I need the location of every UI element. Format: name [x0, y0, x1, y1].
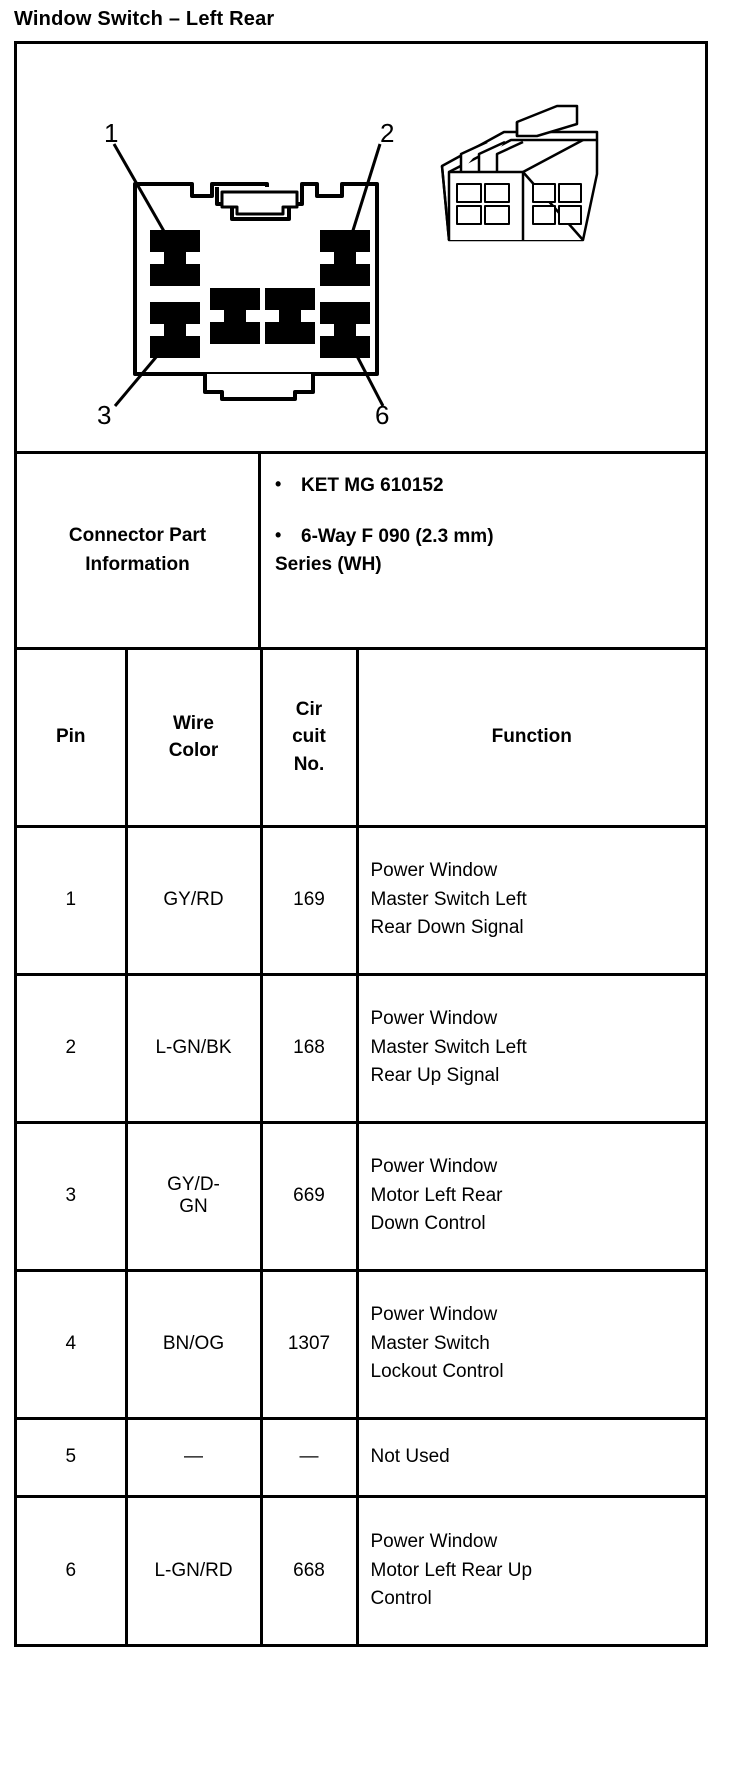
cell-circuit-no: 1307 [261, 1270, 357, 1418]
cell-function [357, 1270, 705, 1418]
header-wire-color [126, 650, 261, 826]
connector-bullet-2 [275, 523, 691, 580]
cell-function [357, 826, 705, 974]
wire-color-line: GN [179, 1196, 208, 1217]
info-label-line1: Connector Part [68, 525, 207, 546]
header-wire-color-line2: Color [168, 740, 219, 762]
page-title: Window Switch – Left Rear [14, 8, 275, 30]
function-line: Power Window [370, 1008, 498, 1030]
cell-wire-color [126, 1496, 261, 1644]
function-line: Control [370, 1588, 432, 1609]
cell-function [357, 1418, 705, 1496]
cell-pin: 1 [17, 826, 126, 974]
function-line: Lockout Control [370, 1361, 504, 1383]
cell-pin: 3 [17, 1122, 126, 1270]
bullet-marker-icon: • [275, 524, 282, 545]
cell-circuit-no: 168 [261, 974, 357, 1122]
cell-wire-color [126, 1122, 261, 1270]
cell-wire-color [126, 974, 261, 1122]
function-line: Master Switch Left [370, 1036, 527, 1058]
callout-6: 6 [375, 400, 390, 430]
function-line: Down Control [370, 1213, 486, 1235]
header-wire-color-line1: Wire [172, 712, 214, 734]
function-line: Power Window [370, 860, 498, 882]
cell-wire-color [126, 826, 261, 974]
connector-face-drawing [114, 144, 383, 406]
header-pin: Pin [17, 650, 126, 826]
cell-pin: 4 [17, 1270, 126, 1418]
header-circuit-no [261, 650, 357, 826]
cell-circuit-no: 169 [261, 826, 357, 974]
wire-color-line: GY/D- [167, 1174, 220, 1195]
callout-1: 1 [104, 118, 119, 148]
wire-color-line: BN/OG [162, 1333, 225, 1354]
connector-bullet-1 [275, 472, 691, 501]
connector-type-line1: 6-Way F 090 (2.3 mm) [301, 525, 494, 547]
cell-circuit-no: 668 [261, 1496, 357, 1644]
cell-pin: 6 [17, 1496, 126, 1644]
connector-housing-drawing [442, 106, 597, 240]
connector-type-description [275, 523, 691, 580]
connector-part-information-label [17, 454, 261, 647]
header-circuit-line2: cuit [292, 726, 326, 748]
table-row [17, 1496, 705, 1644]
header-circuit-line3: No. [293, 754, 325, 776]
table-row [17, 974, 705, 1122]
wire-color-line: L-GN/BK [155, 1037, 232, 1058]
bullet-marker-icon: • [275, 474, 282, 494]
table-header-row [17, 650, 705, 826]
cell-function [357, 974, 705, 1122]
cell-wire-color [126, 1270, 261, 1418]
connector-part-number: KET MG 610152 [301, 475, 444, 496]
table-row [17, 826, 705, 974]
function-line: Master Switch [370, 1332, 490, 1354]
cell-wire-color [126, 1418, 261, 1496]
table-row [17, 1122, 705, 1270]
connector-type-line2: Series (WH) [275, 554, 382, 575]
header-circuit-line1: Cir [295, 698, 323, 720]
info-label-line2: Information [85, 553, 190, 575]
table-row [17, 1270, 705, 1418]
function-line: Rear Up Signal [370, 1065, 500, 1087]
cell-pin: 5 [17, 1418, 126, 1496]
wire-color-line: L-GN/RD [154, 1559, 233, 1581]
table-row [17, 1418, 705, 1496]
function-line: Motor Left Rear Up [370, 1559, 533, 1581]
connector-diagram-cell [17, 44, 705, 454]
cell-circuit-no: 669 [261, 1122, 357, 1270]
cell-function [357, 1122, 705, 1270]
function-line: Rear Down Signal [370, 917, 524, 939]
connector-diagram [17, 44, 705, 448]
connector-part-information-body [261, 454, 705, 647]
wire-color-line: — [184, 1446, 203, 1467]
document-page [0, 8, 736, 1790]
function-line: Power Window [370, 1304, 498, 1326]
callout-2: 2 [380, 118, 395, 148]
callout-3: 3 [97, 400, 112, 430]
cell-circuit-no: — [261, 1418, 357, 1496]
header-function: Function [357, 650, 705, 826]
function-line: Power Window [370, 1531, 498, 1552]
function-line: Motor Left Rear [370, 1184, 503, 1206]
function-line: Not Used [370, 1445, 450, 1467]
connector-part-information-row [17, 454, 705, 650]
pin-table [17, 650, 705, 1644]
spec-table-frame [14, 41, 708, 1647]
function-line: Power Window [370, 1156, 498, 1178]
cell-function [357, 1496, 705, 1644]
wire-color-line: GY/RD [163, 889, 224, 910]
function-line: Master Switch Left [370, 888, 527, 910]
cell-pin: 2 [17, 974, 126, 1122]
